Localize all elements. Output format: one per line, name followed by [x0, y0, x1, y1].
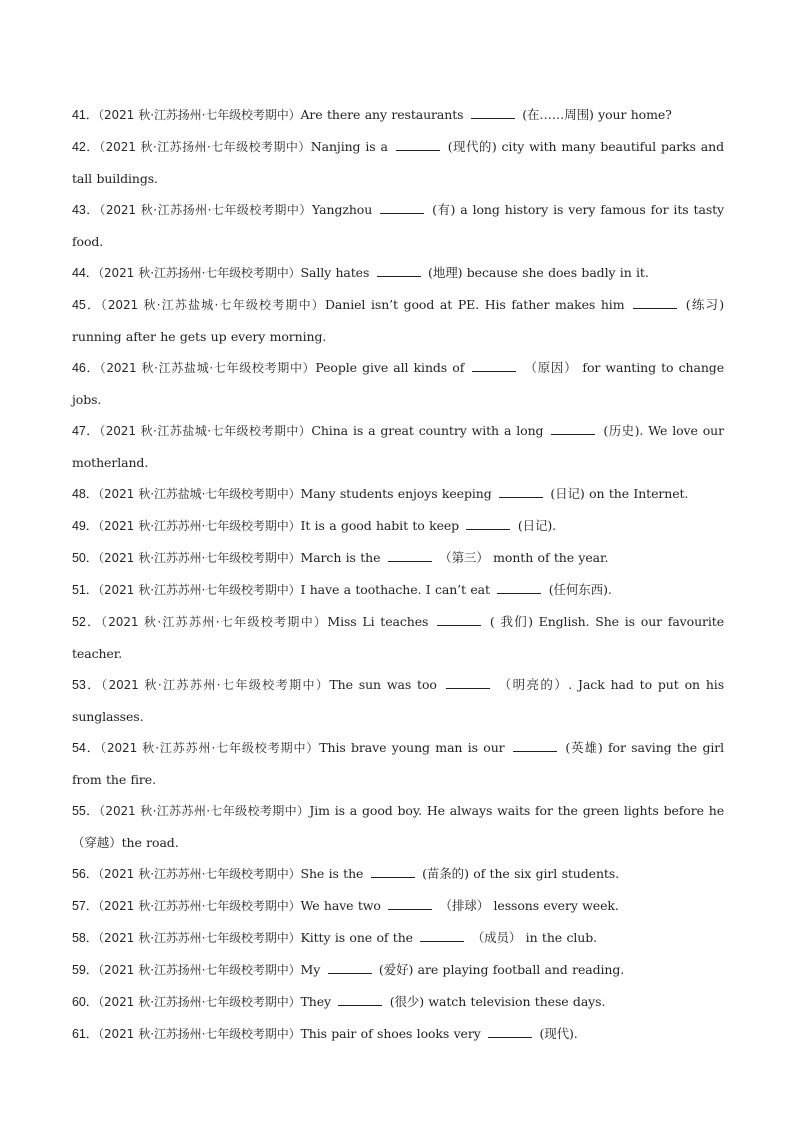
question-source: （2021 秋·江苏苏州·七年级校考期中） — [98, 931, 301, 945]
answer-blank[interactable] — [466, 518, 510, 530]
question-hint: (苗条的) of the six girl students. — [422, 866, 620, 881]
question-source: （2021 秋·江苏盐城·七年级校考期中） — [99, 424, 312, 438]
question-text: This brave young man is our — [319, 740, 505, 755]
question-item — [72, 795, 724, 858]
question-number: 45． — [72, 298, 101, 312]
question-text: Nanjing is a — [310, 139, 388, 154]
answer-blank[interactable] — [371, 866, 415, 878]
question-item — [72, 352, 724, 415]
question-number: 54． — [72, 741, 101, 755]
question-number: 57． — [72, 899, 99, 913]
question-source: （2021 秋·江苏扬州·七年级校考期中） — [99, 140, 311, 154]
question-hint: (练习) running after he gets up every morning. — [72, 297, 725, 344]
question-number: 49． — [72, 519, 99, 533]
question-source: （2021 秋·江苏苏州·七年级校考期中） — [99, 804, 310, 818]
question-number: 61． — [72, 1027, 99, 1041]
question-source: （2021 秋·江苏苏州·七年级校考期中） — [100, 741, 320, 755]
question-number: 41． — [72, 108, 99, 122]
question-item — [72, 574, 724, 606]
question-number: 60． — [72, 995, 99, 1009]
question-text: March is the — [300, 550, 381, 565]
question-hint: (日记) on the Internet. — [550, 486, 689, 501]
question-number: 59． — [72, 963, 99, 977]
question-source: （2021 秋·江苏扬州·七年级校考期中） — [98, 108, 301, 122]
question-item — [72, 858, 724, 890]
answer-blank[interactable] — [380, 202, 424, 214]
question-hint: (日记). — [517, 518, 557, 533]
question-text: Many students enjoys keeping — [300, 486, 492, 501]
question-text: Kitty is one of the — [300, 930, 413, 945]
question-number: 50． — [72, 551, 99, 565]
question-source: （2021 秋·江苏苏州·七年级校考期中） — [98, 899, 301, 913]
answer-blank[interactable] — [499, 486, 543, 498]
question-source: （2021 秋·江苏扬州·七年级校考期中） — [99, 203, 312, 217]
question-item — [72, 890, 724, 922]
question-number: 58． — [72, 931, 99, 945]
question-source: （2021 秋·江苏苏州·七年级校考期中） — [98, 551, 301, 565]
question-number: 43． — [72, 203, 100, 217]
question-item — [72, 542, 724, 574]
question-hint: （排球） lessons every week. — [439, 898, 619, 913]
question-text: It is a good habit to keep — [300, 518, 460, 533]
question-source: （2021 秋·江苏扬州·七年级校考期中） — [98, 266, 301, 280]
question-text: People give all kinds of — [315, 360, 465, 375]
question-text: The sun was too — [329, 677, 437, 692]
question-item — [72, 669, 724, 732]
question-text: Miss Li teaches — [327, 614, 429, 629]
question-number: 52． — [72, 615, 101, 629]
question-source: （2021 秋·江苏盐城·七年级校考期中） — [98, 487, 301, 501]
question-hint: （明亮的）. Jack had to put on his sunglasses. — [72, 677, 725, 724]
question-number: 42． — [72, 140, 100, 154]
question-source: （2021 秋·江苏苏州·七年级校考期中） — [101, 678, 330, 692]
question-hint: (爱好) are playing football and reading. — [378, 962, 625, 977]
question-list — [72, 99, 724, 1050]
question-item — [72, 415, 724, 478]
answer-blank[interactable] — [437, 614, 481, 626]
question-text: She is the — [300, 866, 364, 881]
question-text: Daniel isn’t good at PE. His father makes him — [325, 297, 625, 312]
answer-blank[interactable] — [377, 265, 421, 277]
question-text: Jim is a good boy. He always waits for the green lights before he — [309, 803, 724, 818]
question-hint: (地理) because she does badly in it. — [428, 265, 649, 280]
question-item — [72, 732, 724, 795]
question-text: Sally hates — [300, 265, 370, 280]
question-item — [72, 289, 724, 352]
question-hint: （原因） for wanting to change jobs. — [72, 360, 724, 407]
question-hint: (现代的) city with many beautiful parks and tall buildings. — [72, 139, 724, 186]
question-hint: （穿越）the road. — [72, 835, 179, 850]
question-item — [72, 99, 724, 131]
answer-blank[interactable] — [446, 677, 490, 689]
answer-blank[interactable] — [338, 994, 382, 1006]
question-text: China is a great country with a long — [311, 423, 544, 438]
answer-blank[interactable] — [513, 740, 557, 752]
answer-blank[interactable] — [633, 297, 677, 309]
question-text: My — [300, 962, 321, 977]
question-source: （2021 秋·江苏苏州·七年级校考期中） — [98, 519, 301, 533]
question-hint: （成员） in the club. — [471, 930, 597, 945]
question-text: They — [300, 994, 331, 1009]
answer-blank[interactable] — [551, 423, 595, 435]
question-item — [72, 922, 724, 954]
question-item — [72, 986, 724, 1018]
question-item — [72, 510, 724, 542]
question-text: Yangzhou — [311, 202, 373, 217]
answer-blank[interactable] — [420, 930, 464, 942]
question-source: （2021 秋·江苏扬州·七年级校考期中） — [98, 995, 301, 1009]
answer-blank[interactable] — [388, 898, 432, 910]
question-source: （2021 秋·江苏苏州·七年级校考期中） — [100, 615, 328, 629]
question-hint: (历史). We love our motherland. — [72, 423, 724, 470]
question-source: （2021 秋·江苏盐城·七年级校考期中） — [100, 298, 325, 312]
answer-blank[interactable] — [497, 582, 541, 594]
answer-blank[interactable] — [488, 1026, 532, 1038]
question-item — [72, 257, 724, 289]
question-number: 46． — [72, 361, 100, 375]
question-text: We have two — [300, 898, 381, 913]
question-number: 44． — [72, 266, 99, 280]
question-number: 47． — [72, 424, 100, 438]
answer-blank[interactable] — [472, 360, 516, 372]
question-hint: (英雄) for saving the girl from the fire. — [72, 740, 725, 787]
question-number: 53． — [72, 678, 102, 692]
question-hint: (在……周围) your home? — [522, 107, 672, 122]
question-item — [72, 131, 724, 194]
question-hint: ( 我们) English. She is our favourite teacher. — [72, 614, 725, 661]
question-number: 56． — [72, 867, 99, 881]
question-text: Are there any restaurants — [300, 107, 464, 122]
question-hint: (有) a long history is very famous for its tasty food. — [72, 202, 725, 249]
question-number: 55． — [72, 804, 100, 818]
answer-blank[interactable] — [388, 550, 432, 562]
question-source: （2021 秋·江苏扬州·七年级校考期中） — [98, 1027, 301, 1041]
question-item — [72, 1018, 724, 1050]
question-number: 48． — [72, 487, 99, 501]
question-source: （2021 秋·江苏扬州·七年级校考期中） — [98, 963, 301, 977]
answer-blank[interactable] — [471, 107, 515, 119]
answer-blank[interactable] — [396, 139, 440, 151]
question-source: （2021 秋·江苏苏州·七年级校考期中） — [98, 867, 301, 881]
question-item — [72, 954, 724, 986]
question-item — [72, 478, 724, 510]
question-item — [72, 194, 724, 257]
question-hint: （第三） month of the year. — [439, 550, 609, 565]
question-source: （2021 秋·江苏盐城·七年级校考期中） — [99, 361, 316, 375]
question-text: I have a toothache. I can’t eat — [300, 582, 490, 597]
question-number: 51． — [72, 583, 99, 597]
question-hint: (很少) watch television these days. — [389, 994, 606, 1009]
question-text: This pair of shoes looks very — [300, 1026, 481, 1041]
answer-blank[interactable] — [328, 962, 372, 974]
question-hint: (任何东西). — [548, 582, 612, 597]
question-source: （2021 秋·江苏苏州·七年级校考期中） — [98, 583, 301, 597]
question-item — [72, 606, 724, 669]
question-hint: (现代). — [539, 1026, 578, 1041]
